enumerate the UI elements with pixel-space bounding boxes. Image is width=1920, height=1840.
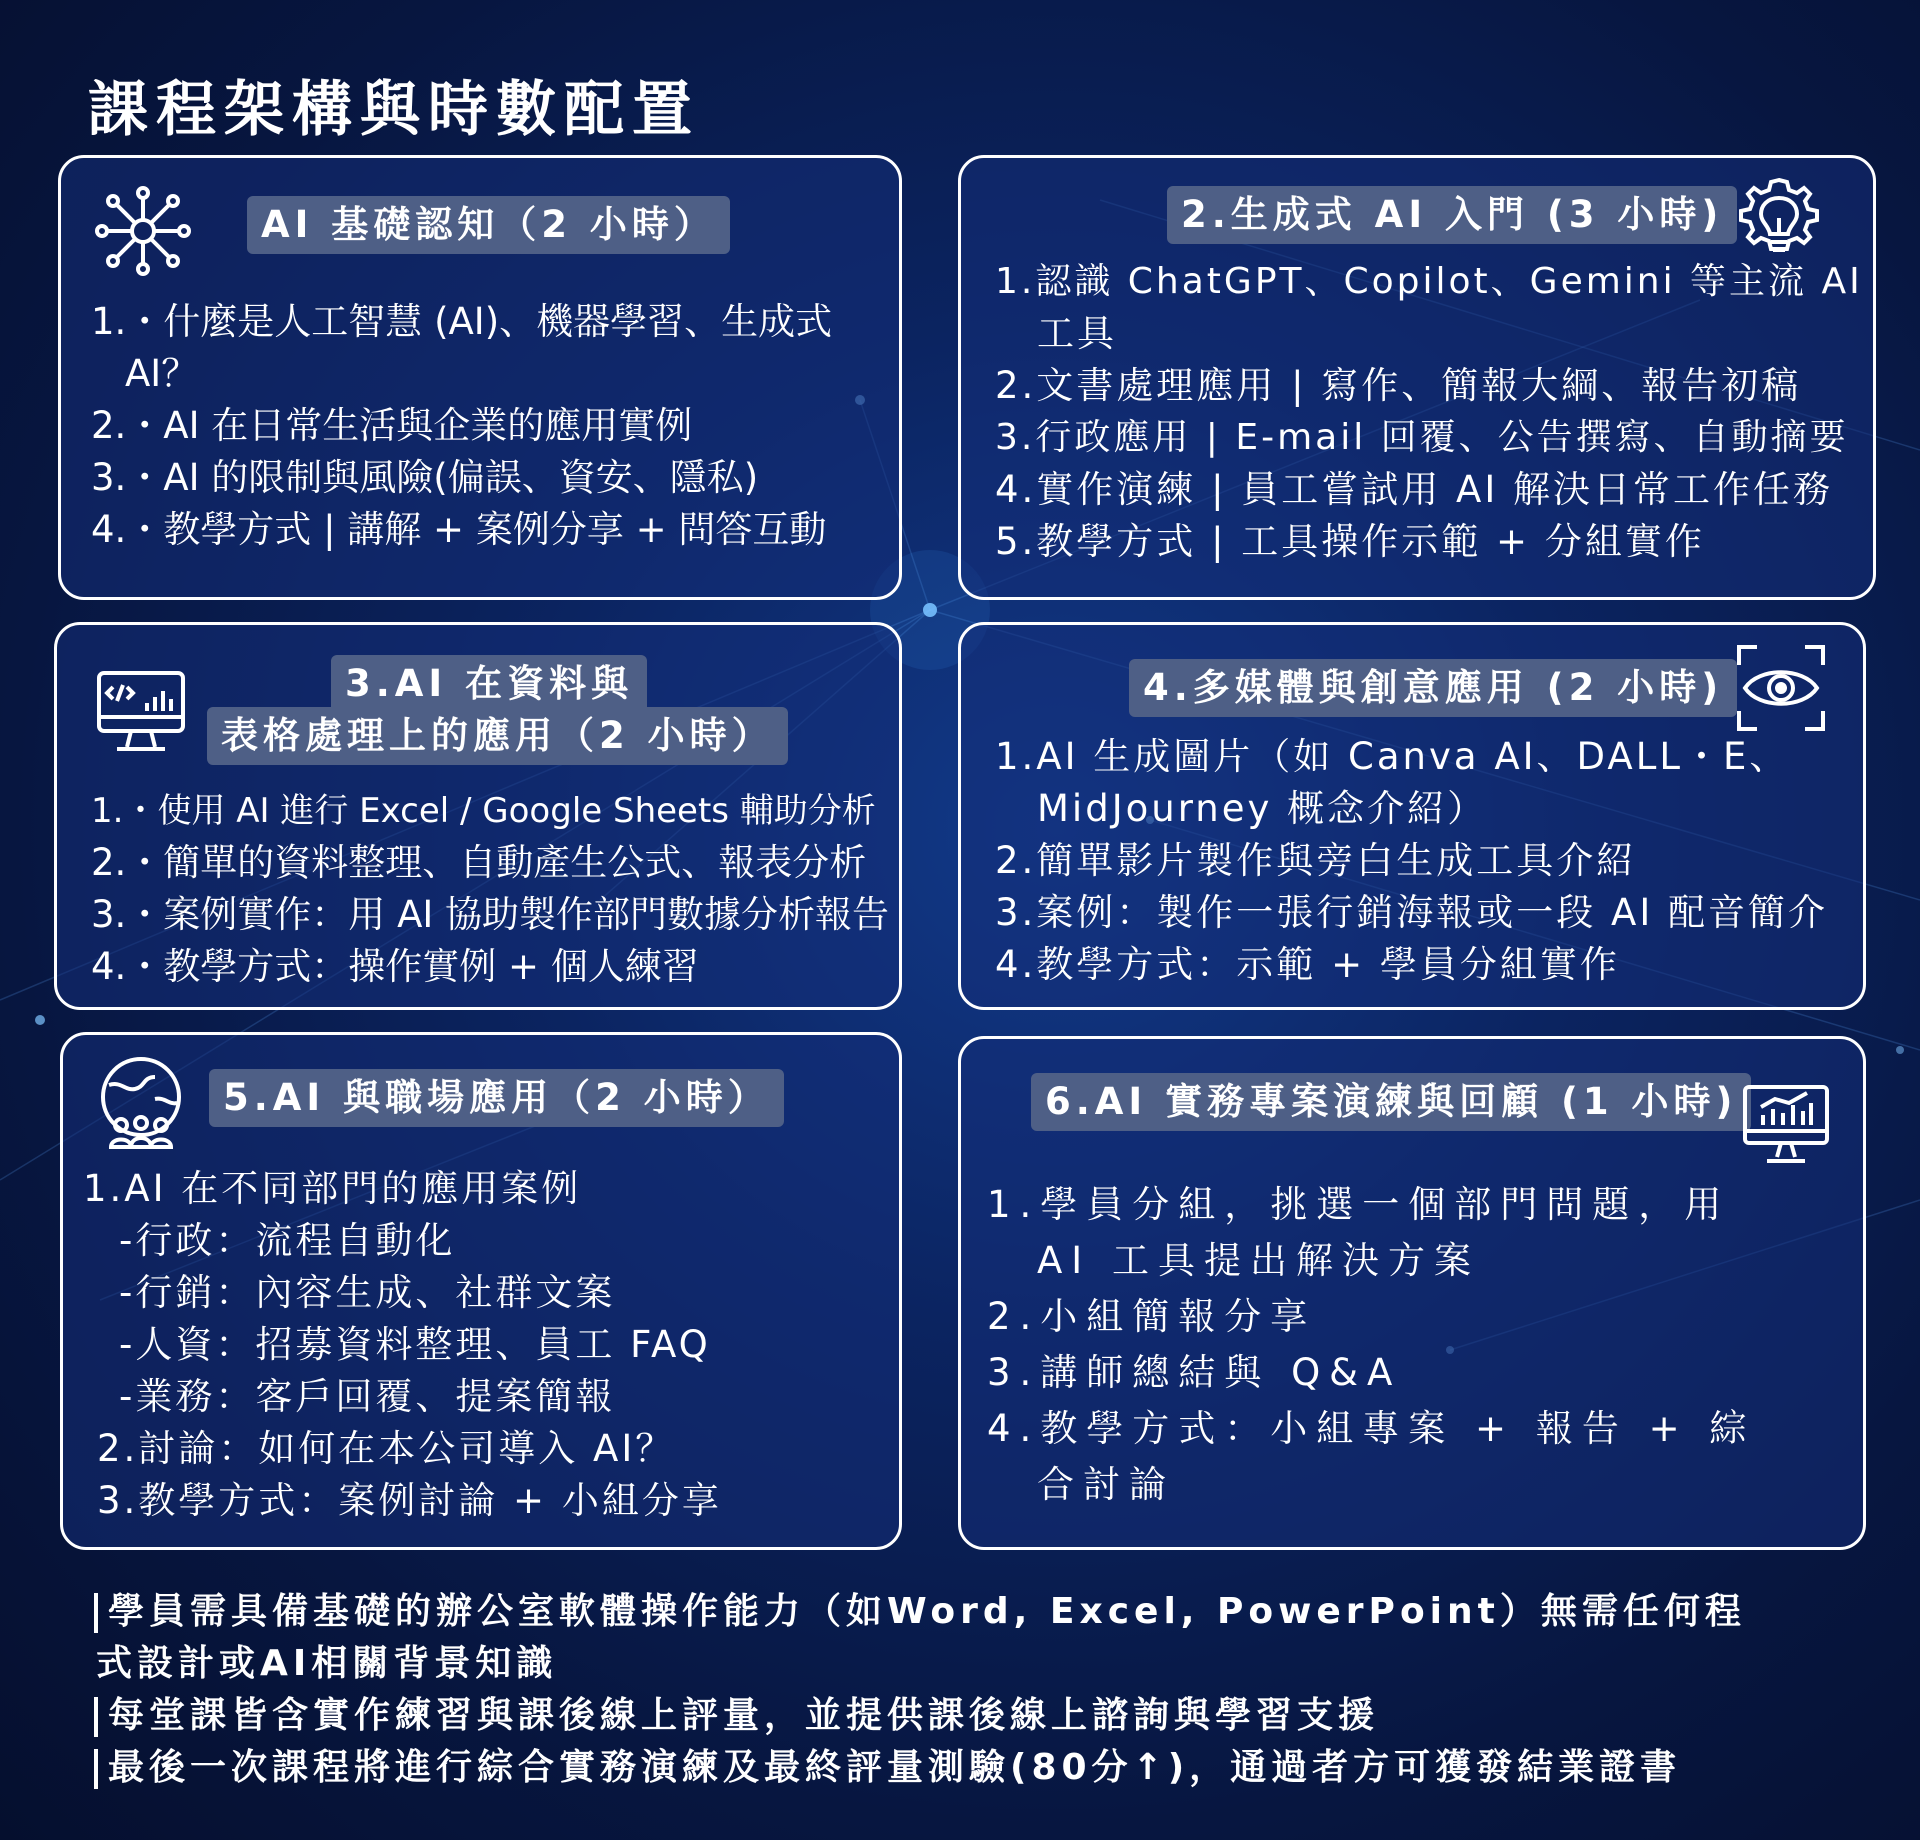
module-card-1 [58, 155, 902, 600]
module-5-item: -人資：招募資料整理、員工 FAQ [119, 1323, 711, 1366]
module-6-item: 4.教學方式：小組專案 + 報告 + 綜 [987, 1407, 1756, 1450]
page-title: 課程架構與時數配置 [88, 75, 700, 145]
monitor-code-chart-icon [95, 669, 187, 755]
footer-note-1-cont [96, 1638, 557, 1690]
lightbulb-gear-icon [1733, 174, 1825, 264]
module-5-item: -行政：流程自動化 [119, 1219, 456, 1262]
module-2-item: 1.認識 ChatGPT、Copilot、Gemini 等主流 AI [995, 261, 1863, 302]
module-title-6: 6.AI 實務專案演練與回顧 (1 小時) [1031, 1073, 1751, 1131]
network-hub-icon [95, 186, 191, 276]
globe-people-icon [95, 1055, 187, 1151]
module-2-item: 2.文書處理應用 | 寫作、簡報大綱、報告初稿 [995, 364, 1802, 407]
module-1-item: AI？ [125, 352, 199, 395]
eye-scan-icon [1735, 643, 1827, 733]
footer-bar [94, 1749, 98, 1789]
module-4-item: 2.簡單影片製作與旁白生成工具介紹 [995, 839, 1637, 882]
module-4-item: 4.教學方式：示範 + 學員分組實作 [995, 943, 1620, 986]
module-3-item: 2.・簡單的資料整理、自動產生公式、報表分析 [91, 841, 867, 884]
module-6-item: 1.學員分組，挑選一個部門問題，用 [987, 1183, 1731, 1226]
module-5-item: 2.討論：如何在本公司導入 AI？ [97, 1427, 676, 1470]
footer-note-1 [94, 1586, 1746, 1638]
module-4-item: 1.AI 生成圖片（如 Canva AI、DALL・E、 [995, 735, 1790, 778]
module-title-3-line1: 3.AI 在資料與 [331, 655, 647, 713]
module-6-item: AI 工具提出解決方案 [1037, 1239, 1480, 1282]
module-2-item: 3.行政應用 | E-mail 回覆、公告撰寫、自動摘要 [995, 417, 1849, 458]
module-title-3-line2: 表格處理上的應用（2 小時） [207, 707, 788, 765]
footer-bar [94, 1593, 98, 1633]
module-title-1: AI 基礎認知（2 小時） [247, 196, 730, 254]
module-card-2 [958, 155, 1876, 600]
module-3-item: 1.・使用 AI 進行 Excel / Google Sheets 輔助分析 [91, 791, 876, 831]
footer-text: 式設計或AI相關背景知識 [96, 1643, 558, 1684]
module-6-item: 2.小組簡報分享 [987, 1295, 1317, 1338]
footer-note-2 [94, 1690, 1379, 1742]
module-title-2: 2.生成式 AI 入門 (3 小時) [1167, 186, 1737, 244]
module-title-4: 4.多媒體與創意應用 (2 小時) [1129, 659, 1737, 717]
module-3-item: 4.・教學方式：操作實例 + 個人練習 [91, 945, 699, 988]
footer-text: 學員需具備基礎的辦公室軟體操作能力（如Word, Excel, PowerPoint）無需任何程 [108, 1591, 1746, 1632]
module-card-6 [958, 1036, 1866, 1550]
footer-text: 最後一次課程將進行綜合實務演練及最終評量測驗(80分↑)，通過者方可獲發結業證書 [108, 1747, 1682, 1788]
footer-bar [94, 1697, 98, 1737]
monitor-analytics-icon [1741, 1083, 1831, 1171]
module-2-item: 5.教學方式 | 工具操作示範 + 分組實作 [995, 520, 1705, 563]
module-card-4 [958, 622, 1866, 1010]
module-5-item: 3.教學方式：案例討論 + 小組分享 [97, 1479, 722, 1522]
module-6-item: 3.講師總結與 Q&A [987, 1351, 1402, 1394]
module-2-item: 工具 [1037, 312, 1117, 355]
module-5-item: 1.AI 在不同部門的應用案例 [83, 1167, 582, 1210]
module-5-item: -行銷：內容生成、社群文案 [119, 1271, 616, 1314]
module-6-item: 合討論 [1037, 1463, 1175, 1506]
module-1-item: 2.・AI 在日常生活與企業的應用實例 [91, 404, 693, 447]
module-2-item: 4.實作演練 | 員工嘗試用 AI 解決日常工作任務 [995, 468, 1834, 511]
module-5-item: -業務：客戶回覆、提案簡報 [119, 1375, 616, 1418]
module-1-item: 4.・教學方式 | 講解 + 案例分享 + 問答互動 [91, 508, 827, 551]
module-4-item: MidJourney 概念介紹） [1037, 787, 1488, 830]
module-3-item: 3.・案例實作：用 AI 協助製作部門數據分析報告 [91, 893, 890, 936]
module-1-item: 3.・AI 的限制與風險(偏誤、資安、隱私) [91, 456, 759, 499]
module-title-5: 5.AI 與職場應用（2 小時） [209, 1069, 784, 1127]
module-card-5 [60, 1032, 902, 1550]
footer-text: 每堂課皆含實作練習與課後線上評量，並提供課後線上諮詢與學習支援 [108, 1695, 1380, 1736]
module-card-3 [54, 622, 902, 1010]
footer-note-3 [94, 1742, 1681, 1794]
module-1-item: 1.・什麼是人工智慧 (AI)、機器學習、生成式 [91, 300, 833, 343]
module-4-item: 3.案例：製作一張行銷海報或一段 AI 配音簡介 [995, 891, 1829, 934]
